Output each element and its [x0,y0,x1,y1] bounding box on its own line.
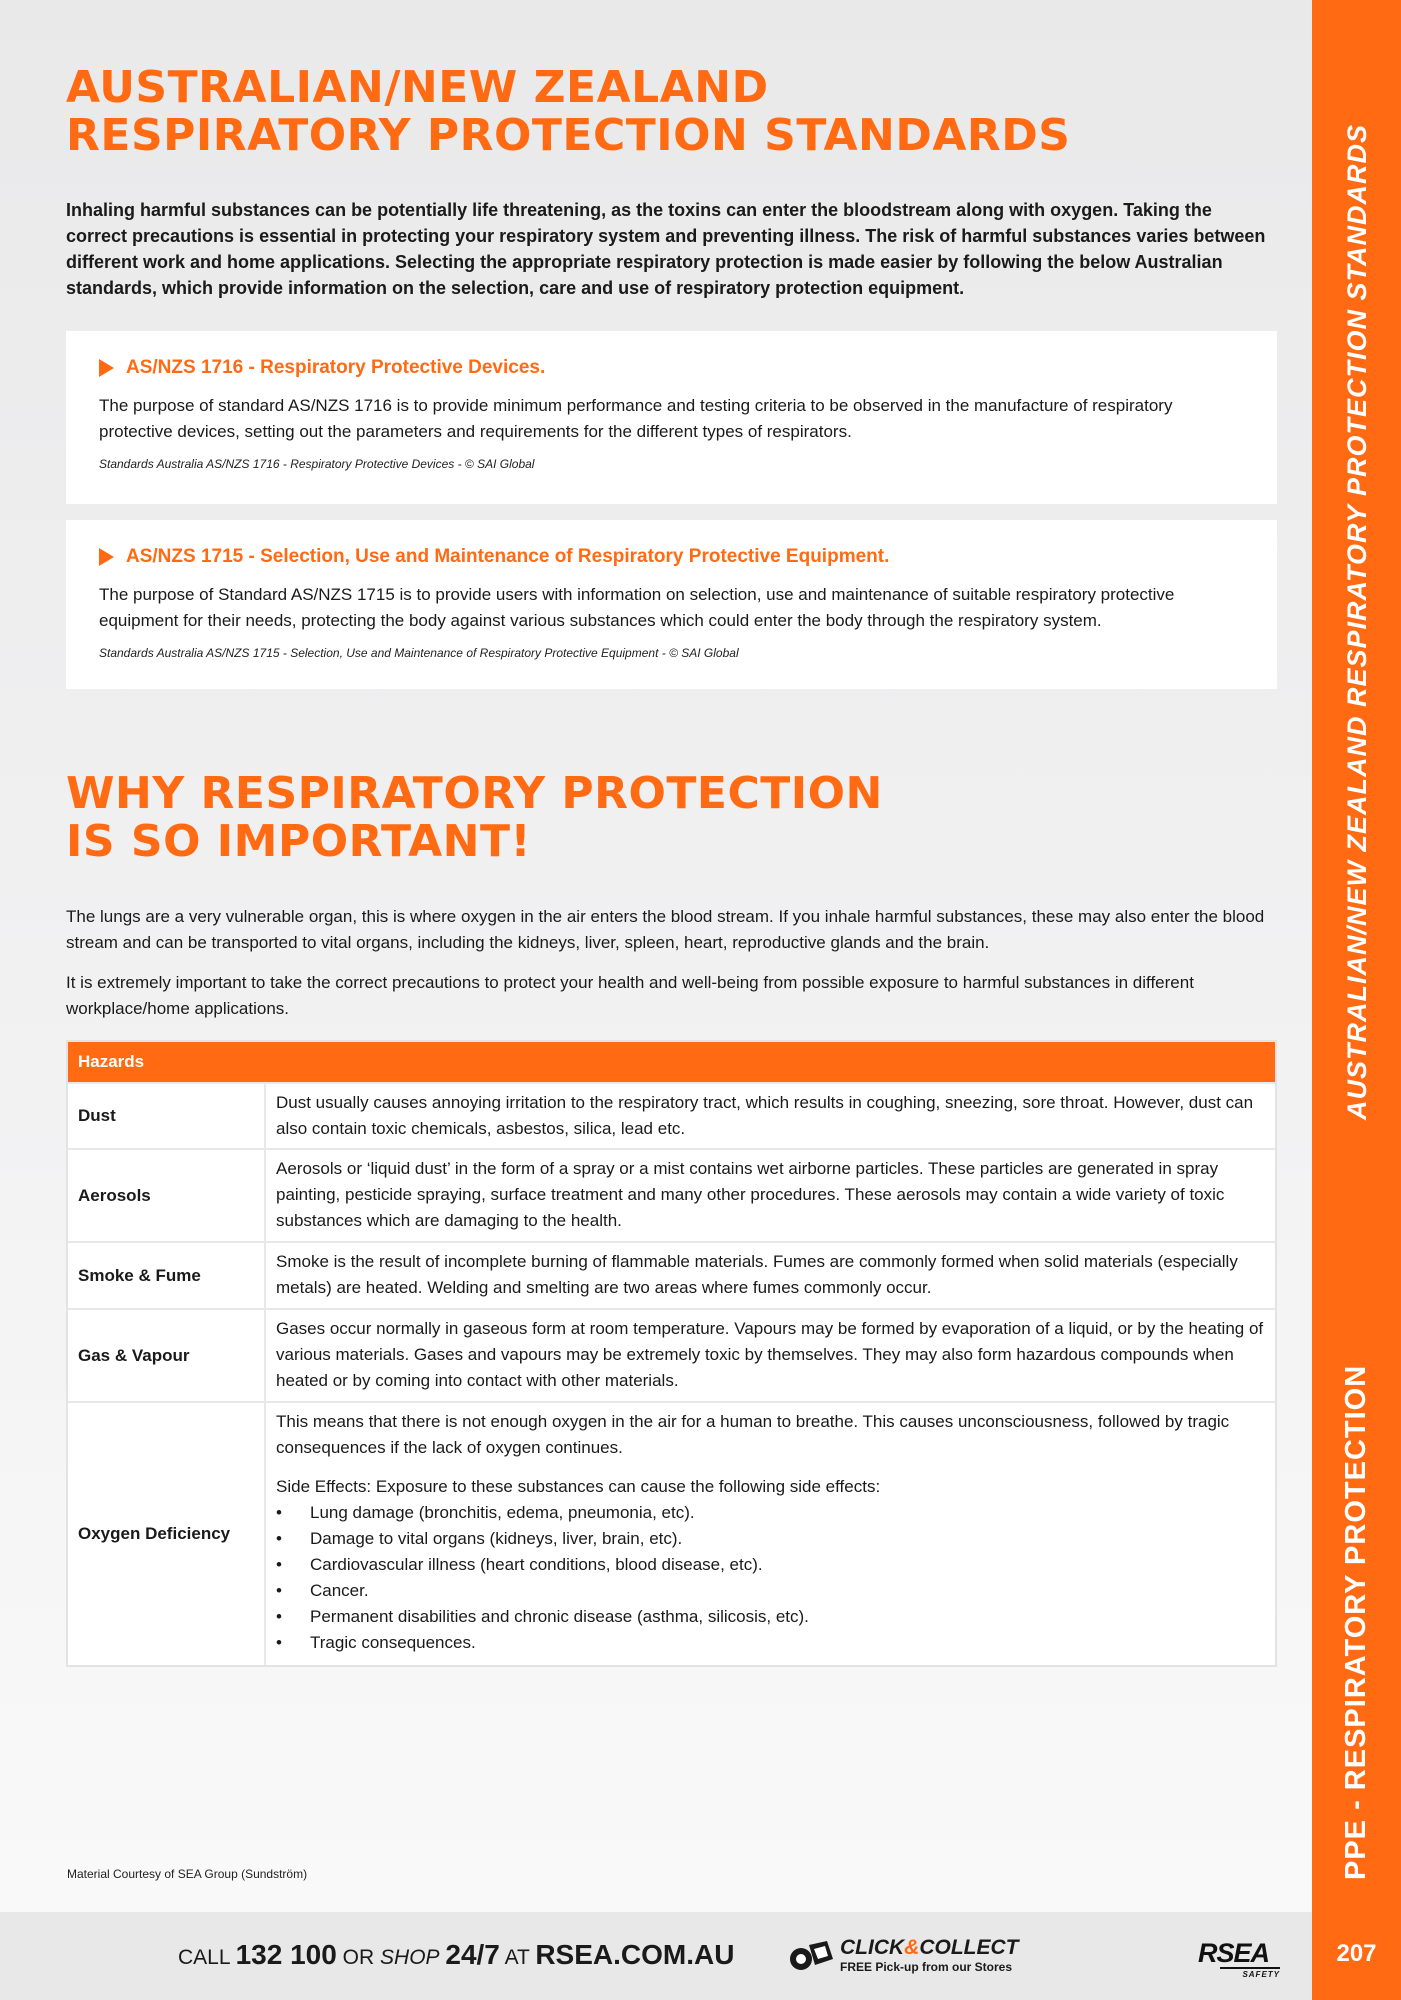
list-item: • Lung damage (bronchitis, edema, pneumonia, etc). [276,1500,1265,1526]
standard-title-text: AS/NZS 1715 - Selection, Use and Maintenance of Respiratory Protective Equipment. [126,546,890,567]
hazard-description [266,1403,1275,1665]
logo-wordmark: RSEA [1198,1938,1270,1968]
side-effects-list [276,1500,1265,1656]
collect-word: COLLECT [919,1936,1019,1959]
hazard-name: Oxygen Deficiency [68,1403,266,1665]
hazards-header: Hazards [68,1042,1275,1082]
side-effects-intro: Side Effects: Exposure to these substances can cause the following side effects: [276,1477,881,1496]
at-label: AT [504,1946,530,1969]
standard-card-1715 [66,520,1277,689]
why-paragraph-1: The lungs are a very vulnerable organ, this is where oxygen in the air enters the blood stream. If you inhale harmful substances, these may also enter the blood stream and can be transported to vital organs, including the kidneys, liver, spleen, heart, reproductive glands and the brain. [66,907,1265,952]
logo-subtext: SAFETY [1220,1967,1280,1979]
click-collect-icon [787,1937,837,1973]
list-item: • Tragic consequences. [276,1630,1265,1656]
table-row [68,1241,1275,1308]
hazard-description: Smoke is the result of incomplete burning of flammable materials. Fumes are commonly formed when solid materials (especially metals) are heated. Welding and smelting are two areas where fumes commonly occur. [276,1252,1238,1297]
click-collect-title [840,1936,1019,1960]
footer-call-to-action[interactable] [178,1939,734,1971]
page-title-line1: AUSTRALIAN/NEW ZEALAND [66,62,769,113]
hazard-name: Gas & Vapour [68,1310,266,1401]
standard-title-text: AS/NZS 1716 - Respiratory Protective Devices. [126,357,546,378]
why-paragraph-2: It is extremely important to take the correct precautions to protect your health and well-being from possible exposure to harmful substances in different workplace/home applications. [66,973,1194,1018]
list-item: • Damage to vital organs (kidneys, liver, brain, etc). [276,1526,1265,1552]
intro-text: Inhaling harmful substances can be potentially life threatening, as the toxins can enter the bloodstream along with oxygen. Taking the correct precautions is essential in protecting your respiratory system and preventing illness. The risk of harmful substances varies between different work and home applications. Selecting the appropriate respiratory protection is made easier by following the below Australian standards, which provide information on the selection, care and use of respiratory protection equipment. [66,200,1266,298]
table-row [68,1082,1275,1148]
standard-title [99,357,1244,379]
amp-symbol: & [904,1936,920,1959]
or-label: OR [342,1946,375,1969]
page-title [66,64,1071,160]
why-heading-line2: IS SO IMPORTANT! [66,816,532,867]
why-heading-line1: WHY RESPIRATORY PROTECTION [66,768,883,819]
standard-title [99,546,1244,568]
table-row [68,1401,1275,1665]
standard-body: The purpose of standard AS/NZS 1716 is to provide minimum performance and testing criteria to be observed in the manufacture of respiratory protective devices, setting out the parameters and requirements for the different types of respirators. [99,396,1173,441]
standard-card-1716 [66,331,1277,504]
material-credit: Material Courtesy of SEA Group (Sundström) [67,1867,308,1881]
standard-citation: Standards Australia AS/NZS 1715 - Selection, Use and Maintenance of Respiratory Protective Equipment - © SAI Global [99,646,739,660]
phone-number[interactable]: 132 100 [235,1939,337,1970]
oxygen-description: This means that there is not enough oxygen in the air for a human to breathe. This causes unconsciousness, followed by tragic consequences if the lack of oxygen continues. [276,1412,1230,1457]
shop-hours: 24/7 [445,1939,500,1970]
click-word: CLICK [840,1936,905,1959]
list-item: • Cardiovascular illness (heart conditions, blood disease, etc). [276,1552,1265,1578]
page-title-line2: RESPIRATORY PROTECTION STANDARDS [66,110,1071,161]
hazards-table [66,1040,1277,1667]
hazard-name: Smoke & Fume [68,1243,266,1308]
why-heading [66,770,883,866]
shop-label: SHOP [380,1946,440,1969]
list-item: • Permanent disabilities and chronic disease (asthma, silicosis, etc). [276,1604,1265,1630]
hazard-description: Dust usually causes annoying irritation to the respiratory tract, which results in coughing, sneezing, sore throat. However, dust can also contain toxic chemicals, asbestos, silica, lead etc. [276,1093,1254,1138]
website-link[interactable]: RSEA.COM.AU [535,1939,735,1970]
page-number: 207 [1336,1940,1377,1967]
click-collect-badge[interactable] [840,1936,1019,1974]
sidebar-section-title: AUSTRALIAN/NEW ZEALAND RESPIRATORY PROTECTION STANDARDS [1342,123,1372,1120]
rsea-logo[interactable] [1198,1938,1284,1978]
hazard-name: Aerosols [68,1150,266,1241]
table-row [68,1148,1275,1241]
sidebar-chapter-title: PPE - RESPIRATORY PROTECTION [1340,1364,1372,1880]
standard-body: The purpose of Standard AS/NZS 1715 is to provide users with information on selection, use and maintenance of suitable respiratory protective equipment for their needs, protecting the body against various substances which could enter the body through the respiratory system. [99,585,1175,630]
standard-citation: Standards Australia AS/NZS 1716 - Respiratory Protective Devices - © SAI Global [99,457,535,471]
triangle-bullet-icon [99,548,114,566]
triangle-bullet-icon [99,359,114,377]
click-collect-subtitle: FREE Pick-up from our Stores [840,1960,1013,1974]
list-item: • Cancer. [276,1578,1265,1604]
table-row [68,1308,1275,1401]
hazard-description: Gases occur normally in gaseous form at room temperature. Vapours may be formed by evaporation of a liquid, or by the heating of various materials. Gases and vapours may be extremely toxic by themselves. They may also form hazardous compounds when heated or by coming into contact with other materials. [276,1319,1264,1390]
hazard-name: Dust [68,1084,266,1148]
hazard-description: Aerosols or ‘liquid dust’ in the form of a spray or a mist contains wet airborne particles. These particles are generated in spray painting, pesticide spraying, surface treatment and many other procedures. These aerosols may contain a wide variety of toxic substances which are damaging to the health. [276,1159,1225,1230]
call-label: CALL [178,1946,230,1969]
